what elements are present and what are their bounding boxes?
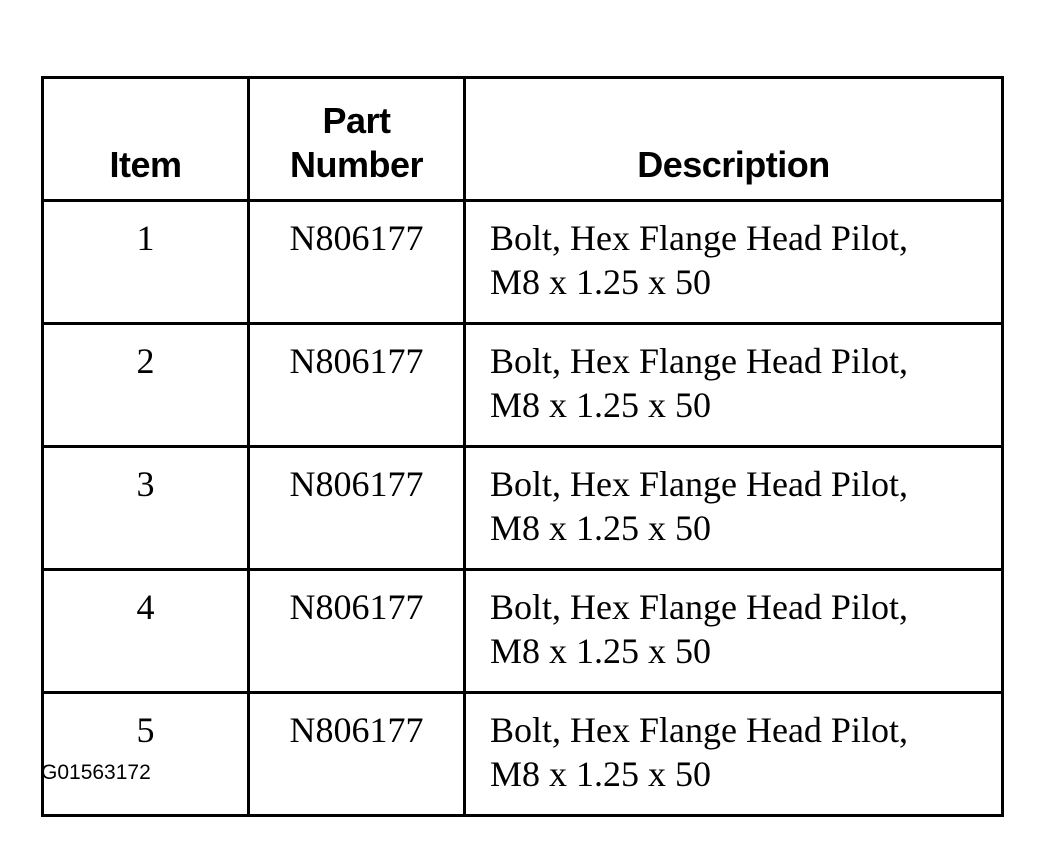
description-line2: M8 x 1.25 x 50: [490, 385, 712, 425]
table-row: [43, 201, 1003, 324]
table-row: [43, 324, 1003, 447]
description-line1: Bolt, Hex Flange Head Pilot,: [490, 464, 908, 504]
header-row: [43, 78, 1003, 201]
cell-part-number: N806177: [249, 447, 465, 570]
table-row: [43, 570, 1003, 693]
figure-code: G01563172: [41, 761, 151, 784]
header-description: Description: [465, 78, 1003, 201]
cell-part-number: N806177: [249, 570, 465, 693]
cell-part-number: N806177: [249, 693, 465, 816]
header-part-number: [249, 78, 465, 201]
cell-item: 2: [43, 324, 249, 447]
cell-description: [465, 201, 1003, 324]
cell-item: 3: [43, 447, 249, 570]
cell-part-number: N806177: [249, 324, 465, 447]
cell-part-number: N806177: [249, 201, 465, 324]
cell-item: 5: [43, 693, 249, 816]
cell-item: 1: [43, 201, 249, 324]
description-line2: M8 x 1.25 x 50: [490, 754, 712, 794]
header-item: Item: [43, 78, 249, 201]
description-line1: Bolt, Hex Flange Head Pilot,: [490, 341, 908, 381]
description-line2: M8 x 1.25 x 50: [490, 508, 712, 548]
cell-description: [465, 447, 1003, 570]
table-body: [43, 201, 1003, 816]
parts-table: [41, 76, 1004, 817]
header-part-number-line2: Number: [289, 144, 424, 185]
cell-description: [465, 324, 1003, 447]
description-line1: Bolt, Hex Flange Head Pilot,: [490, 587, 908, 627]
description-line2: M8 x 1.25 x 50: [490, 631, 712, 671]
description-line1: Bolt, Hex Flange Head Pilot,: [490, 710, 908, 750]
description-line1: Bolt, Hex Flange Head Pilot,: [490, 218, 908, 258]
cell-description: [465, 693, 1003, 816]
table-row: [43, 447, 1003, 570]
description-line2: M8 x 1.25 x 50: [490, 262, 712, 302]
header-part-number-line1: Part: [322, 100, 391, 141]
table-header: [43, 78, 1003, 201]
cell-item: 4: [43, 570, 249, 693]
cell-description: [465, 570, 1003, 693]
table-row: [43, 693, 1003, 816]
